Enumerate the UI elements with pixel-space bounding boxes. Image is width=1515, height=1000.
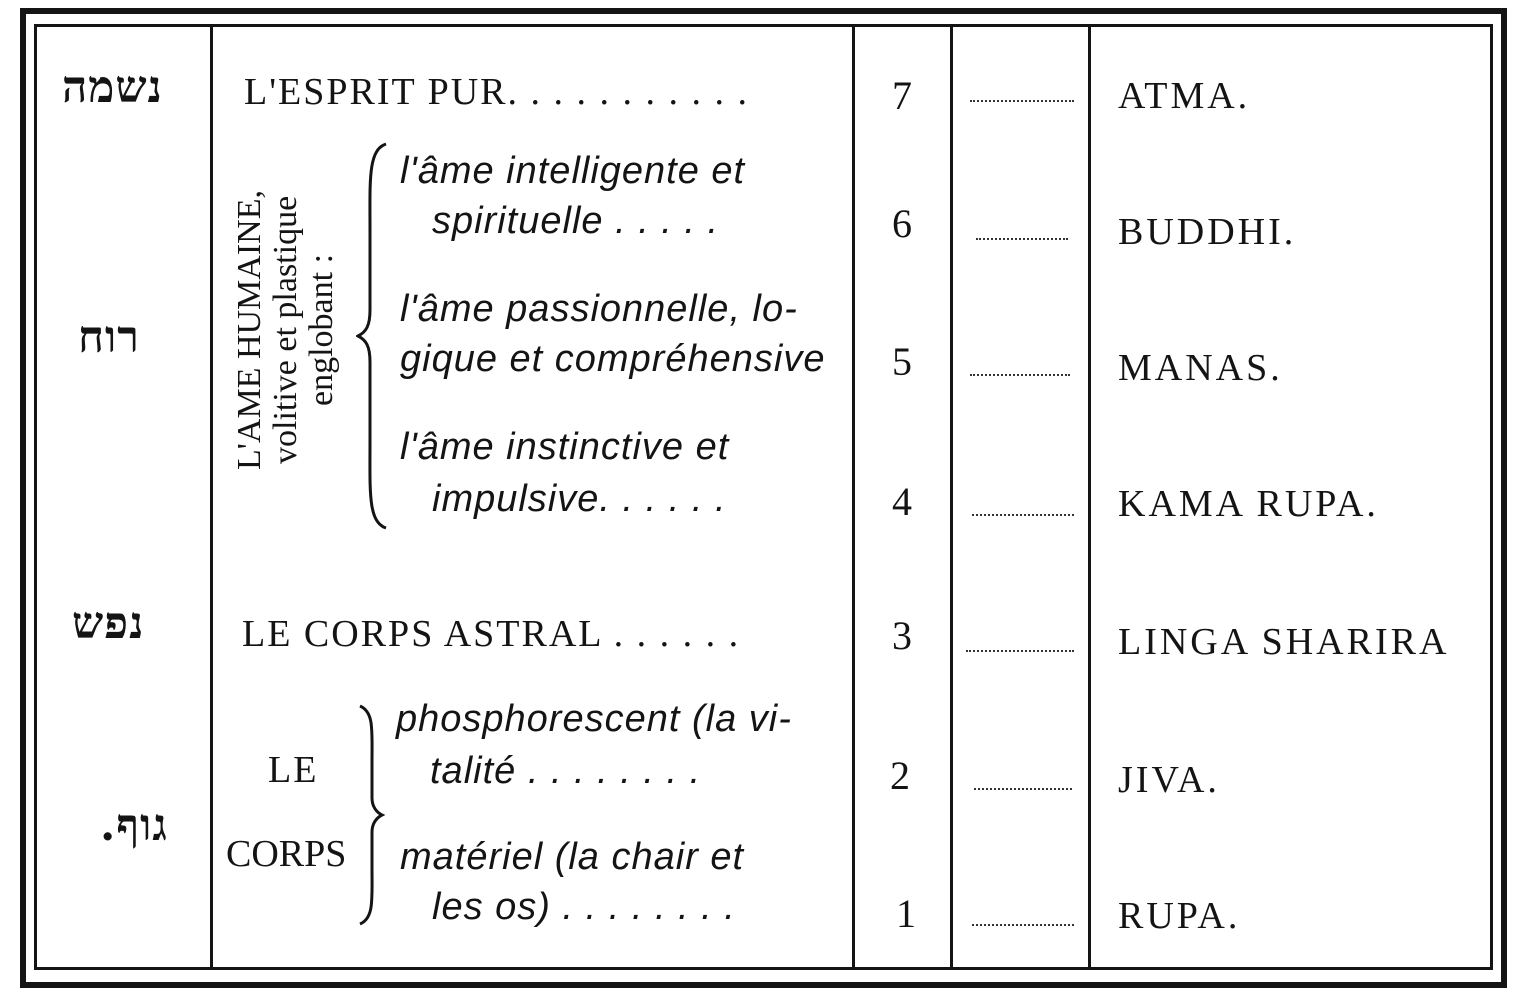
corps-label-le: LE: [268, 749, 319, 791]
row-2-description-b: talité . . . . . . . .: [430, 750, 702, 792]
row-6-description-b: spirituelle . . . . .: [432, 200, 720, 242]
hebrew-guf: גוף.: [100, 800, 168, 851]
soul-group-line2: volitive et plastique: [267, 195, 304, 465]
row-5-description-b: gique et compréhensive: [400, 338, 826, 380]
column-divider-3: [950, 26, 953, 968]
row-1-dotted-leader: [972, 924, 1074, 926]
body-brace: [350, 702, 386, 928]
row-3-number: 3: [892, 613, 912, 658]
soul-group-line1: L'AME HUMAINE,: [231, 190, 268, 470]
row-4-dotted-leader: [972, 514, 1074, 516]
row-7-number: 7: [892, 73, 912, 118]
row-2-description-a: phosphorescent (la vi-: [396, 698, 792, 740]
column-divider-4: [1088, 26, 1091, 968]
row-3-sanskrit: LINGA SHARIRA: [1118, 621, 1450, 663]
hebrew-nefesh: נפש: [72, 598, 145, 649]
row-5-sanskrit: MANAS.: [1118, 347, 1283, 389]
soul-group-line3: englobant :: [303, 253, 340, 407]
row-4-description-a: l'âme instinctive et: [400, 426, 730, 468]
row-4-sanskrit: KAMA RUPA.: [1118, 483, 1379, 525]
row-3-description: LE CORPS ASTRAL . . . . . .: [242, 613, 741, 655]
column-divider-1: [210, 26, 213, 968]
hebrew-ruach: רוח: [78, 312, 140, 363]
row-1-description-a: matériel (la chair et: [400, 836, 745, 878]
soul-group-label: [232, 130, 352, 530]
row-6-dotted-leader: [976, 238, 1068, 240]
hebrew-neshama: נשמה: [62, 62, 163, 113]
row-7-sanskrit: ATMA.: [1118, 75, 1251, 117]
row-2-dotted-leader: [974, 788, 1072, 790]
row-6-sanskrit: BUDDHI.: [1118, 211, 1297, 253]
corps-label-corps: CORPS: [226, 833, 347, 875]
row-6-number: 6: [892, 201, 912, 246]
row-7-dotted-leader: [970, 100, 1074, 102]
row-6-description-a: l'âme intelligente et: [400, 150, 746, 192]
soul-brace: [356, 140, 396, 532]
row-4-description-b: impulsive. . . . . .: [432, 478, 727, 520]
row-5-description-a: l'âme passionnelle, lo-: [400, 288, 798, 330]
row-4-number: 4: [892, 479, 912, 524]
row-2-sanskrit: JIVA.: [1118, 759, 1220, 801]
row-7-description: L'ESPRIT PUR. . . . . . . . . . .: [244, 71, 749, 113]
row-1-number: 1: [896, 891, 916, 936]
row-1-description-b: les os) . . . . . . . .: [432, 886, 736, 928]
row-5-number: 5: [892, 339, 912, 384]
row-1-sanskrit: RUPA.: [1118, 895, 1241, 937]
row-5-dotted-leader: [970, 374, 1070, 376]
row-3-dotted-leader: [966, 650, 1074, 652]
column-divider-2: [852, 26, 855, 968]
row-2-number: 2: [890, 753, 910, 798]
